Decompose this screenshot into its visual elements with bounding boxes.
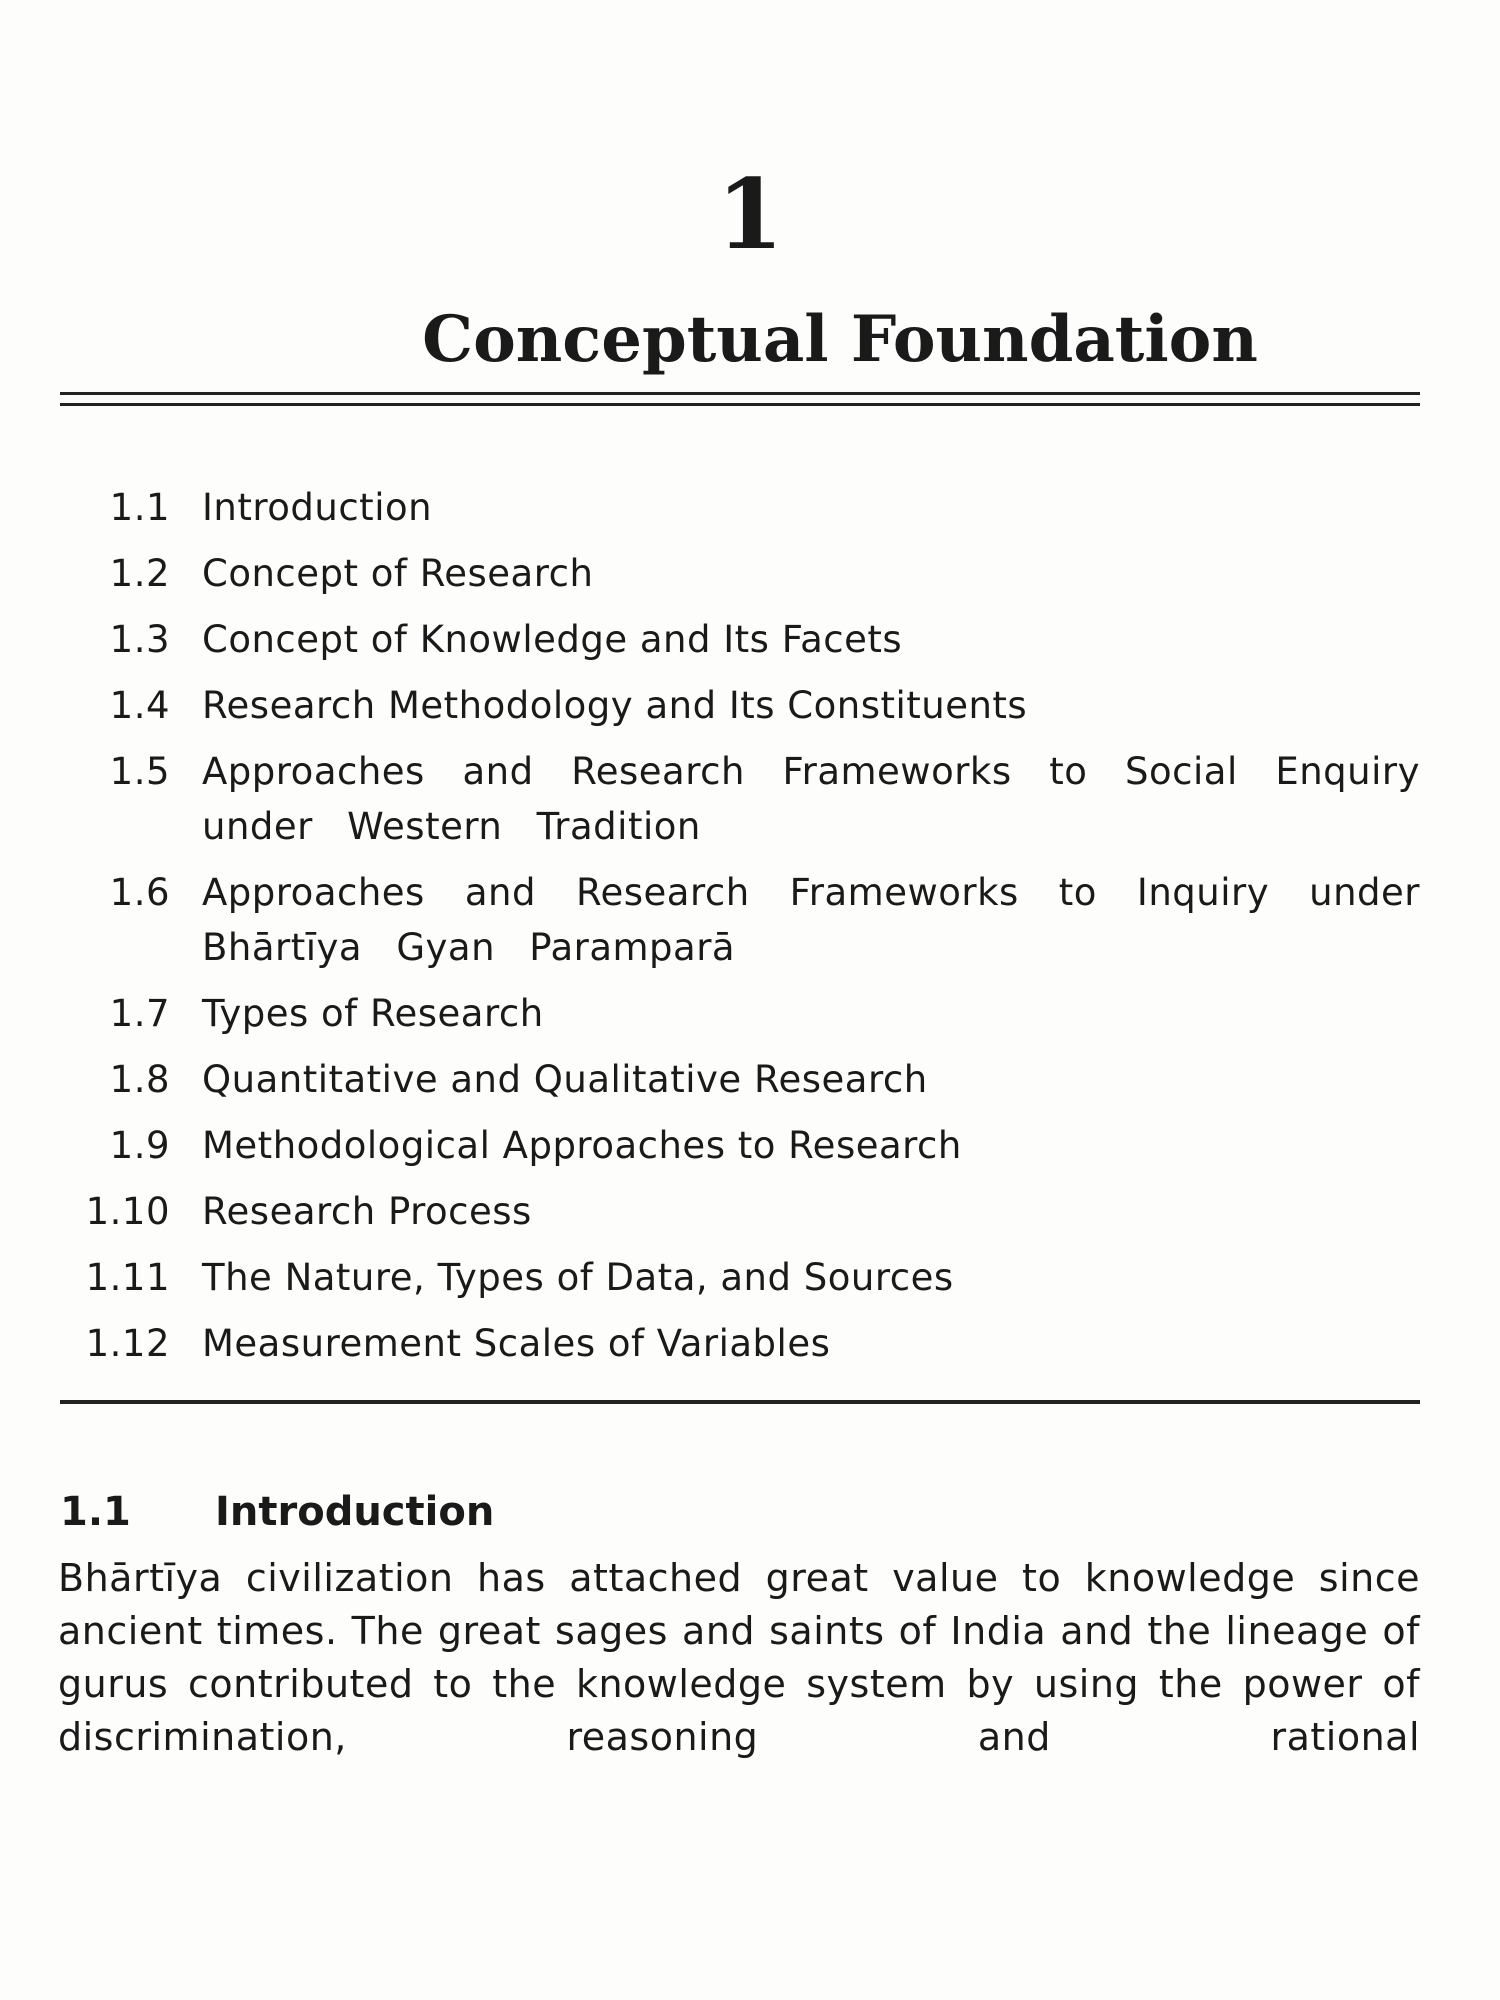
section-title: Introduction bbox=[215, 1489, 495, 1535]
toc-title: Approaches and Research Frameworks to Social Enquiry under Western Tradition bbox=[202, 750, 1420, 848]
toc-title: Concept of Research bbox=[202, 552, 594, 595]
toc-title: Measurement Scales of Variables bbox=[202, 1322, 831, 1365]
toc-item bbox=[60, 546, 1420, 601]
toc-item bbox=[60, 986, 1420, 1041]
toc-number: 1.3 bbox=[109, 618, 170, 661]
toc-item bbox=[60, 1118, 1420, 1173]
toc-item bbox=[60, 1316, 1420, 1371]
toc-title: Approaches and Research Frameworks to Inquiry under Bhārtīya Gyan Paramparā bbox=[202, 871, 1420, 969]
toc-item bbox=[60, 480, 1420, 535]
toc-title: Research Methodology and Its Constituents bbox=[202, 684, 1028, 727]
toc-number: 1.5 bbox=[109, 750, 170, 793]
chapter-title: Conceptual Foundation bbox=[422, 302, 1258, 377]
toc-number: 1.6 bbox=[109, 871, 170, 914]
toc-number: 1.9 bbox=[109, 1124, 170, 1167]
toc-number: 1.2 bbox=[109, 552, 170, 595]
toc-number: 1.8 bbox=[109, 1058, 170, 1101]
toc-title: Introduction bbox=[202, 486, 433, 529]
toc-item bbox=[60, 1184, 1420, 1239]
title-double-rule bbox=[60, 392, 1420, 406]
toc-number: 1.7 bbox=[109, 992, 170, 1035]
chapter-contents-list bbox=[60, 480, 1420, 1382]
toc-number: 1.10 bbox=[85, 1190, 170, 1233]
section-body-paragraph: Bhārtīya civilization has attached great value to knowledge since ancient times. The great sages and saints of India and the lineage of gurus contributed to the knowledge system by using the power of discrimination, reasoning and rational bbox=[58, 1556, 1420, 1759]
toc-number: 1.4 bbox=[109, 684, 170, 727]
toc-title: Types of Research bbox=[202, 992, 544, 1035]
toc-title: The Nature, Types of Data, and Sources bbox=[202, 1256, 954, 1299]
toc-number: 1.12 bbox=[85, 1322, 170, 1365]
chapter-number: 1 bbox=[716, 158, 784, 271]
toc-title: Concept of Knowledge and Its Facets bbox=[202, 618, 903, 661]
toc-number: 1.11 bbox=[85, 1256, 170, 1299]
toc-title: Quantitative and Qualitative Research bbox=[202, 1058, 928, 1101]
toc-item bbox=[60, 865, 1420, 975]
toc-title: Methodological Approaches to Research bbox=[202, 1124, 962, 1167]
toc-item bbox=[60, 1250, 1420, 1305]
toc-item bbox=[60, 612, 1420, 667]
section-heading bbox=[60, 1482, 494, 1542]
contents-bottom-rule bbox=[60, 1400, 1420, 1404]
toc-number: 1.1 bbox=[109, 486, 170, 529]
toc-item bbox=[60, 1052, 1420, 1107]
toc-item bbox=[60, 678, 1420, 733]
toc-title: Research Process bbox=[202, 1190, 532, 1233]
toc-item bbox=[60, 744, 1420, 854]
section-number: 1.1 bbox=[60, 1489, 131, 1535]
